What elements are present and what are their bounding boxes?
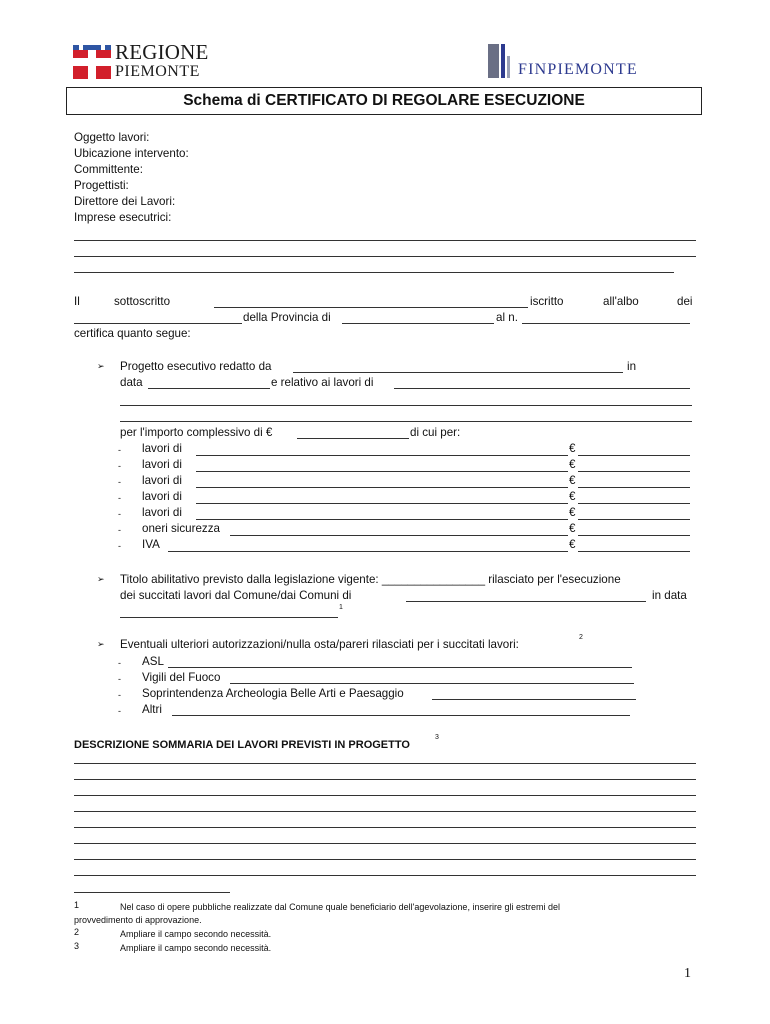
- blank-auth: [230, 683, 634, 684]
- blank-line: [120, 405, 692, 406]
- dash-bullet-icon: -: [118, 493, 121, 503]
- auth-item: Altri: [142, 703, 162, 716]
- auth-item: Soprintendenza Archeologia Belle Arti e Paesaggio: [142, 687, 404, 700]
- blank-amount: [578, 535, 690, 536]
- footnote-ref-3: 3: [435, 734, 439, 741]
- blank-amount: [578, 455, 690, 456]
- blank-albo: [74, 323, 242, 324]
- blank-line: [74, 256, 696, 257]
- word-dei: dei: [677, 295, 693, 308]
- blank-item: [196, 487, 568, 488]
- blank-auth: [168, 667, 632, 668]
- dash-bullet-icon: -: [118, 706, 121, 716]
- word-allalbo: all'albo: [603, 295, 639, 308]
- label-in: in: [627, 360, 637, 373]
- blank-amount: [578, 519, 690, 520]
- finpiemonte-mark-icon: [488, 44, 518, 78]
- blank-line: [74, 272, 674, 273]
- blank-amount: [578, 503, 690, 504]
- dash-bullet-icon: -: [118, 690, 121, 700]
- word-sottoscritto: sottoscritto: [114, 295, 171, 308]
- field-progettisti: Progettisti:: [74, 179, 129, 192]
- blank-amount: [578, 487, 690, 488]
- page-number: 1: [684, 966, 691, 981]
- titolo-line2a: dei succitati lavori dal Comune/dai Comuni di: [120, 589, 352, 602]
- blank-line: [74, 843, 696, 844]
- dash-bullet-icon: -: [118, 445, 121, 455]
- blank-line: [74, 240, 696, 241]
- item-label: lavori di: [142, 442, 182, 455]
- blank-item: [168, 551, 568, 552]
- blank-numero: [522, 323, 690, 324]
- blank-line: [74, 827, 696, 828]
- blank-importo: [297, 438, 409, 439]
- field-direttore: Direttore dei Lavori:: [74, 195, 176, 208]
- euro-sign: €: [569, 474, 576, 487]
- item-label: oneri sicurezza: [142, 522, 220, 535]
- label-di-cui: di cui per:: [410, 426, 461, 439]
- blank-name: [214, 307, 528, 308]
- field-ubicazione: Ubicazione intervento:: [74, 147, 189, 160]
- blank-amount: [578, 551, 690, 552]
- footnote-text: Ampliare il campo secondo necessità.: [120, 943, 272, 953]
- dash-bullet-icon: -: [118, 674, 121, 684]
- blank-progettista: [293, 372, 623, 373]
- item-label: lavori di: [142, 474, 182, 487]
- word-iscritto: iscritto: [530, 295, 564, 308]
- piemonte-flag-icon: [73, 45, 111, 79]
- footnote-text: provvedimento di approvazione.: [74, 915, 202, 925]
- dash-bullet-icon: -: [118, 658, 121, 668]
- footnote-number: 2: [74, 927, 80, 937]
- auth-item: Vigili del Fuoco: [142, 671, 221, 684]
- dash-bullet-icon: -: [118, 461, 121, 471]
- blank-comune: [406, 601, 646, 602]
- page-title: Schema di CERTIFICATO DI REGOLARE ESECUZIONE: [66, 87, 702, 115]
- blank-auth: [172, 715, 630, 716]
- footnote-number: 1: [74, 900, 80, 910]
- blank-line: [74, 763, 696, 764]
- blank-line: [74, 779, 696, 780]
- euro-sign: €: [569, 538, 576, 551]
- footnote-separator: [74, 892, 230, 893]
- footnote-ref-2: 2: [579, 634, 583, 641]
- blank-line: [74, 811, 696, 812]
- label-certifica: certifica quanto segue:: [74, 327, 191, 340]
- titolo-line1: Titolo abilitativo previsto dalla legislazione vigente: ________________ rilasciato per l'esecuzione: [120, 573, 621, 586]
- footnote-ref-1: 1: [339, 604, 343, 611]
- footnote-text: Ampliare il campo secondo necessità.: [120, 929, 272, 939]
- blank-auth: [432, 699, 636, 700]
- arrow-bullet-icon: ➢: [97, 574, 105, 584]
- blank-item: [196, 519, 568, 520]
- titolo-line2b: in data: [652, 589, 687, 602]
- label-della-provincia: della Provincia di: [243, 311, 331, 324]
- blank-item: [230, 535, 568, 536]
- blank-data-titolo: [120, 617, 338, 618]
- finpiemonte-logo: [488, 44, 698, 80]
- blank-amount: [578, 471, 690, 472]
- label-importo: per l'importo complessivo di €: [120, 426, 273, 439]
- dash-bullet-icon: -: [118, 477, 121, 487]
- blank-line: [74, 859, 696, 860]
- blank-provincia: [342, 323, 494, 324]
- label-al-n: al n.: [496, 311, 518, 324]
- autorizzazioni-intro: Eventuali ulteriori autorizzazioni/nulla osta/pareri rilasciati per i succitati lavori:: [120, 638, 519, 651]
- arrow-bullet-icon: ➢: [97, 639, 105, 649]
- dash-bullet-icon: -: [118, 509, 121, 519]
- dash-bullet-icon: -: [118, 541, 121, 551]
- euro-sign: €: [569, 522, 576, 535]
- item-label: lavori di: [142, 490, 182, 503]
- auth-item: ASL: [142, 655, 164, 668]
- word-il: Il: [74, 295, 80, 308]
- blank-item: [196, 455, 568, 456]
- item-label: lavori di: [142, 458, 182, 471]
- field-oggetto: Oggetto lavori:: [74, 131, 150, 144]
- arrow-bullet-icon: ➢: [97, 361, 105, 371]
- euro-sign: €: [569, 506, 576, 519]
- logo-left-line2: PIEMONTE: [115, 63, 200, 80]
- regione-piemonte-logo: [73, 42, 208, 82]
- logo-left-line1: REGIONE: [115, 40, 209, 64]
- dash-bullet-icon: -: [118, 525, 121, 535]
- logo-right-text: FINPIEMONTE: [518, 61, 638, 78]
- blank-item: [196, 503, 568, 504]
- euro-sign: €: [569, 442, 576, 455]
- field-committente: Committente:: [74, 163, 143, 176]
- item-label: IVA: [142, 538, 160, 551]
- blank-item: [196, 471, 568, 472]
- label-progetto-redatto: Progetto esecutivo redatto da: [120, 360, 272, 373]
- euro-sign: €: [569, 458, 576, 471]
- footnote-number: 3: [74, 941, 80, 951]
- blank-line: [74, 875, 696, 876]
- blank-lavori: [394, 388, 690, 389]
- footnote-text: Nel caso di opere pubbliche realizzate dal Comune quale beneficiario dell'agevolazione, inserire gli estremi del: [120, 902, 560, 912]
- blank-line: [74, 795, 696, 796]
- label-data: data: [120, 376, 143, 389]
- blank-data: [148, 388, 270, 389]
- blank-line: [120, 421, 692, 422]
- descrizione-heading: DESCRIZIONE SOMMARIA DEI LAVORI PREVISTI IN PROGETTO: [74, 739, 410, 751]
- field-imprese: Imprese esecutrici:: [74, 211, 172, 224]
- item-label: lavori di: [142, 506, 182, 519]
- euro-sign: €: [569, 490, 576, 503]
- label-relativo: e relativo ai lavori di: [271, 376, 374, 389]
